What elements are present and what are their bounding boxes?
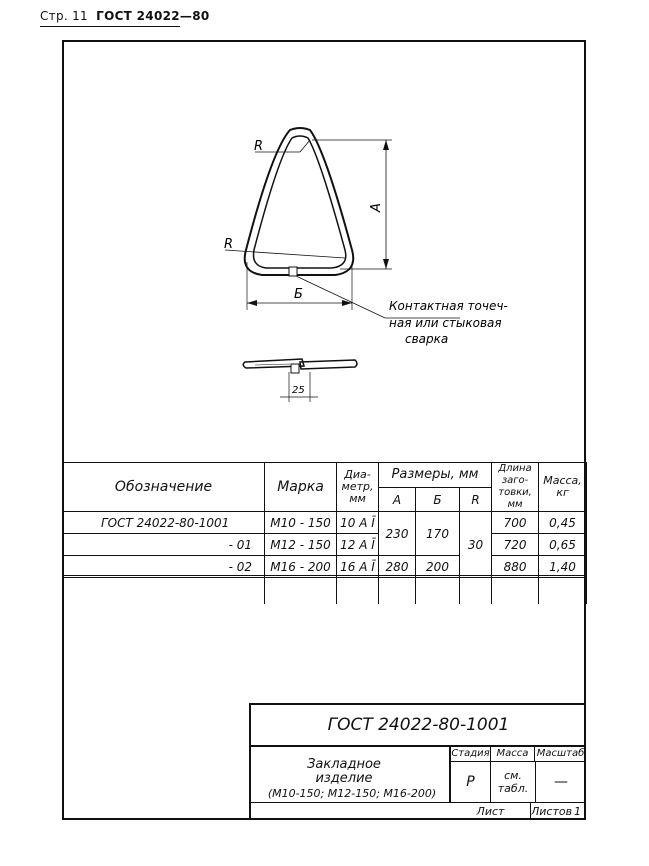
- table-bottom-line: [62, 575, 586, 576]
- header-b: Б: [416, 488, 460, 512]
- label-sheet: Лист: [451, 802, 531, 820]
- value-stage: Р: [451, 762, 491, 802]
- weld-note-line3: сварка: [405, 332, 449, 346]
- title-block: [249, 703, 586, 820]
- label-b: Б: [294, 287, 303, 302]
- weld-note-line2: ная или стыковая: [389, 316, 502, 330]
- value-sheets: 1: [569, 802, 586, 820]
- page-number: Стр. 11: [40, 9, 88, 23]
- header-r: R: [460, 488, 492, 512]
- table-row: [63, 534, 587, 556]
- header-designation: Обозначение: [63, 463, 265, 512]
- row-length: 720: [492, 534, 539, 556]
- title-block-name-line1: Закладное: [307, 757, 381, 772]
- row-length: 880: [492, 556, 539, 578]
- cell-r-all: 30: [460, 512, 492, 578]
- header-length: Длина заго-товки, мм: [492, 463, 539, 512]
- cell-a-row3: 280: [379, 556, 416, 578]
- row-length: 700: [492, 512, 539, 534]
- row-diameter: 16 А Ī: [337, 556, 379, 578]
- side-weld-mark: [291, 364, 299, 373]
- title-block-code: ГОСТ 24022-80-1001: [251, 705, 586, 747]
- label-r-left: R: [224, 237, 234, 252]
- row-diameter: 10 А Ī: [337, 512, 379, 534]
- row-mark: М12 - 150: [265, 534, 337, 556]
- weld-note-line1: Контактная точеч-: [389, 299, 508, 313]
- row-mass: 0,65: [539, 534, 587, 556]
- loop-inner-contour: [254, 136, 346, 268]
- r-bottom-leader: [225, 250, 345, 258]
- label-25: 25: [292, 385, 305, 396]
- value-tb-mass: см. табл.: [497, 769, 529, 795]
- header-tb-mass: Масса: [491, 747, 535, 762]
- label-sheets: Листов: [531, 802, 571, 820]
- title-block-lower-left: [251, 802, 451, 820]
- weld-mark: [289, 267, 297, 276]
- header-diameter: Диа-метр, мм: [337, 463, 379, 512]
- specification-table: [62, 462, 587, 604]
- row-designation: ГОСТ 24022-80-1001: [63, 512, 265, 534]
- row-diameter: 12 А Ī: [337, 534, 379, 556]
- label-r-top: R: [254, 139, 264, 154]
- header-stage: Стадия: [451, 747, 491, 762]
- row-designation: - 02: [63, 556, 265, 578]
- side-view-right-bar: [300, 360, 357, 369]
- cell-b-group1: 170: [416, 512, 460, 556]
- header-a: А: [379, 488, 416, 512]
- header-sizes: Размеры, мм: [379, 463, 492, 488]
- row-mass: 1,40: [539, 556, 587, 578]
- title-block-name-line3: (М10-150; М12-150; М16-200): [267, 787, 437, 800]
- standard-number: ГОСТ 24022—80: [96, 9, 210, 23]
- table-row: [63, 512, 587, 534]
- cell-a-group1: 230: [379, 512, 416, 556]
- row-mass: 0,45: [539, 512, 587, 534]
- row-mark: М10 - 150: [265, 512, 337, 534]
- title-block-name-line2: изделие: [315, 771, 373, 786]
- header-scale: Масштаб: [535, 747, 586, 762]
- header-mass: Масса, кг: [539, 463, 587, 512]
- row-mark: М16 - 200: [265, 556, 337, 578]
- cell-b-row3: 200: [416, 556, 460, 578]
- row-designation: - 01: [63, 534, 265, 556]
- label-a: А: [369, 203, 384, 212]
- value-scale: —: [535, 762, 586, 802]
- weld-note-leader: [296, 276, 385, 318]
- header-mark: Марка: [265, 463, 337, 512]
